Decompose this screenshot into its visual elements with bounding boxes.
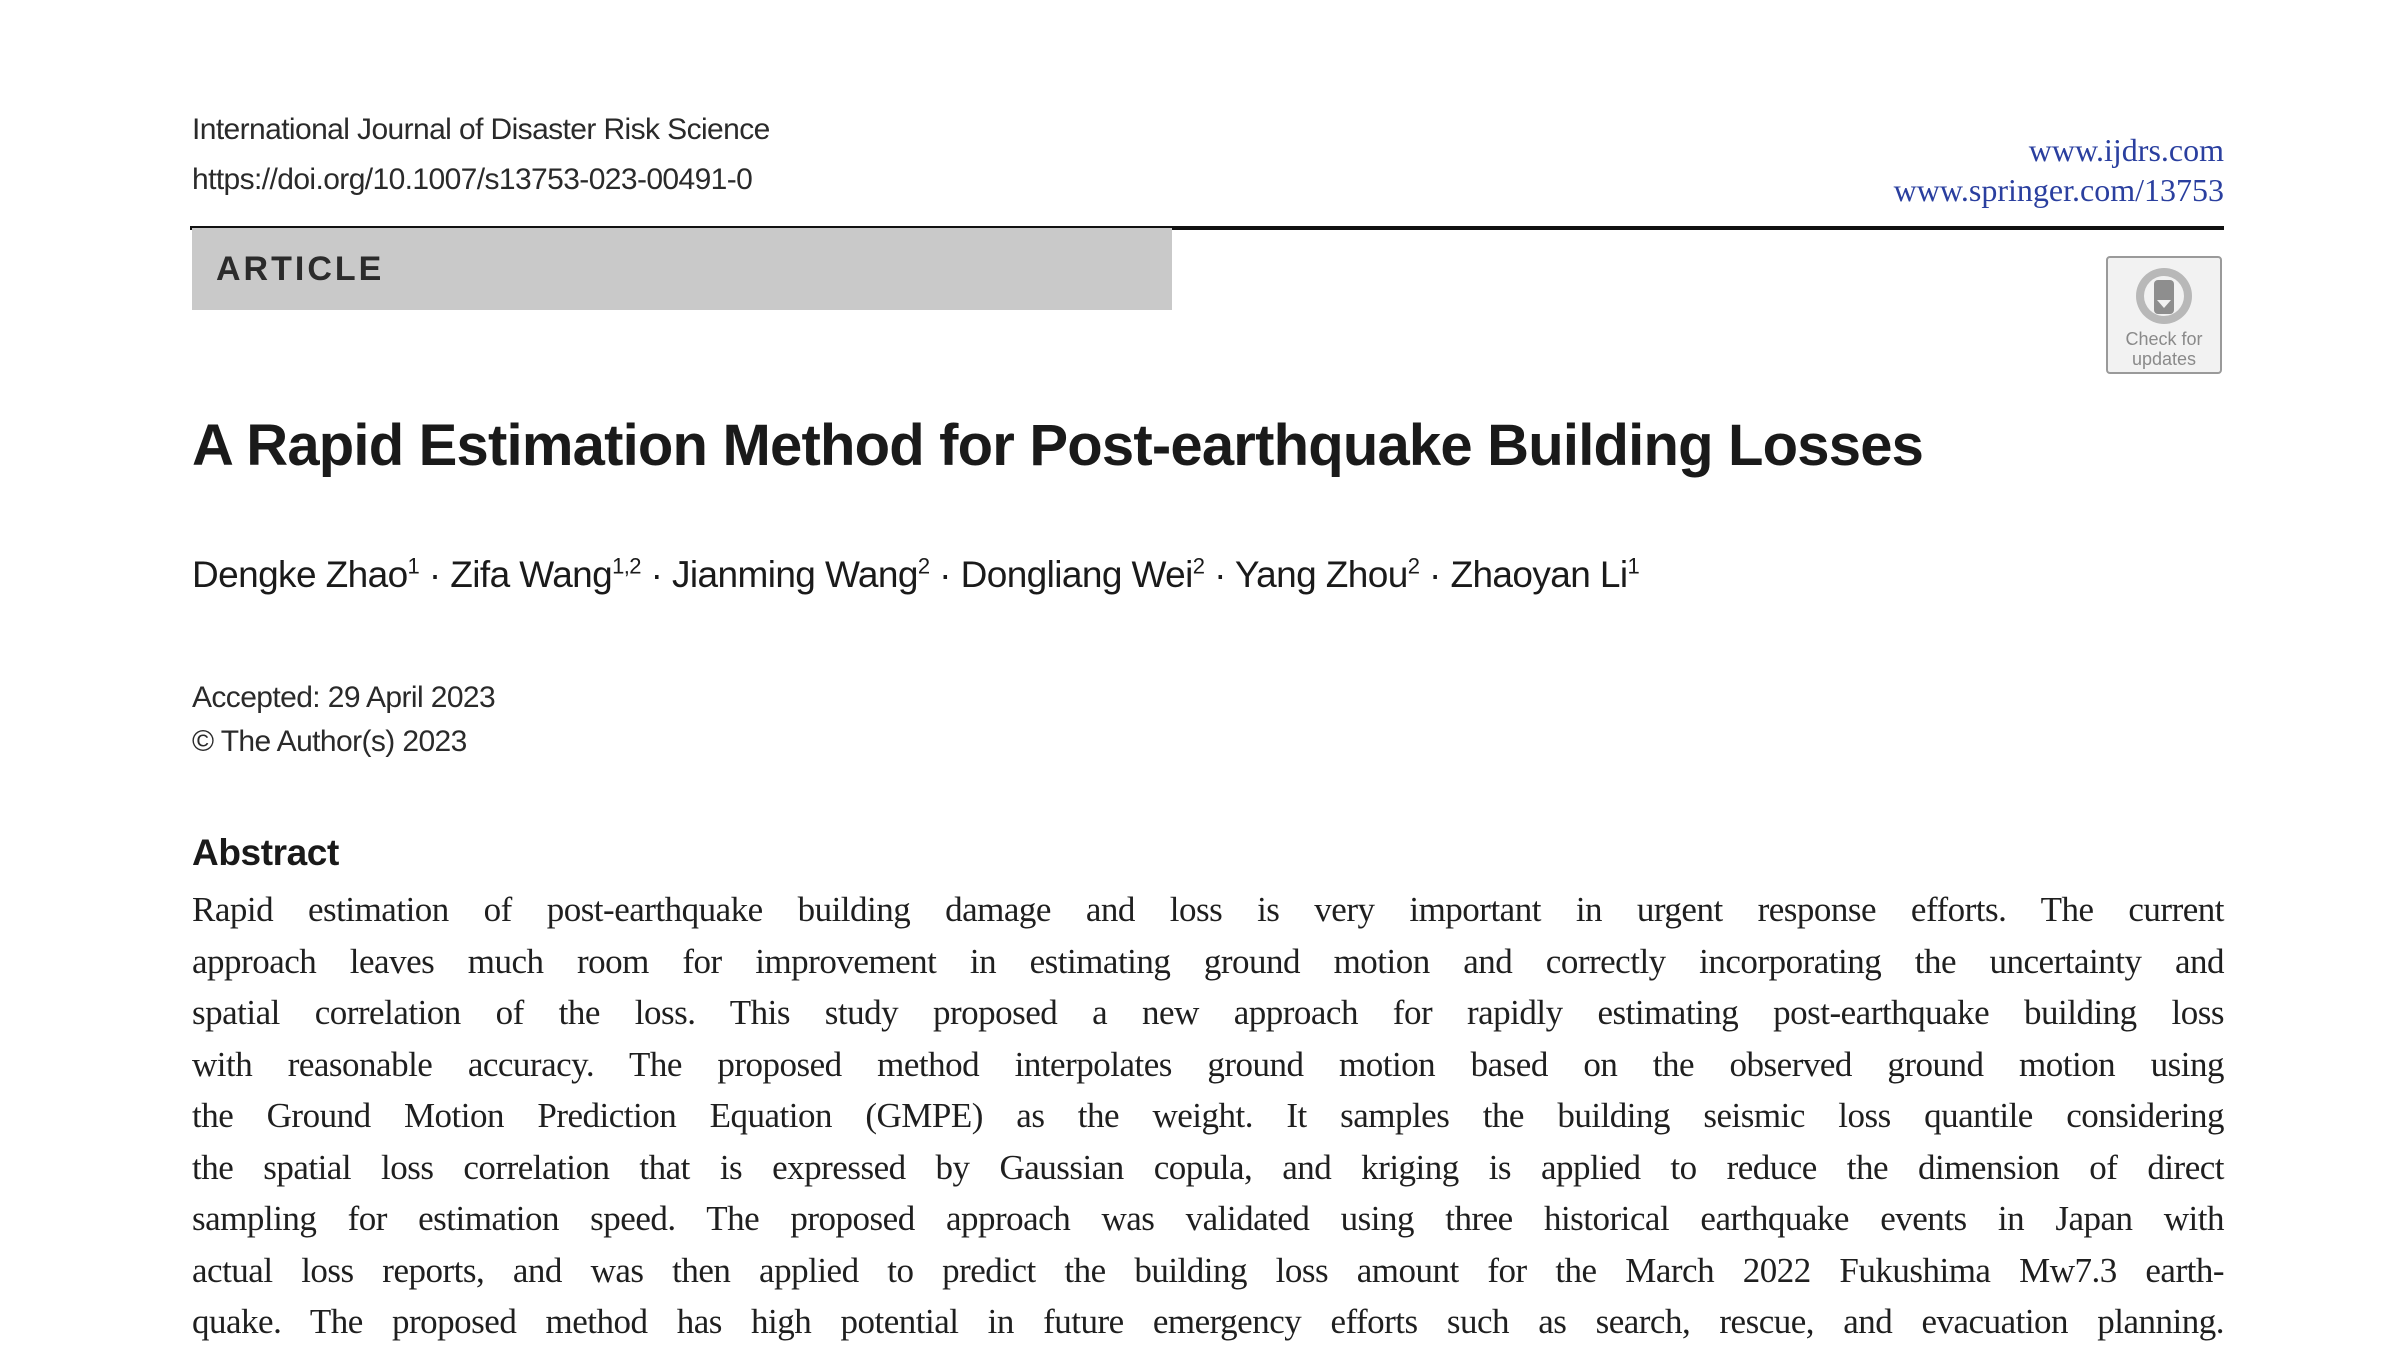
- author-affiliation: 2: [1192, 553, 1205, 579]
- author-name[interactable]: Dengke Zhao: [192, 554, 408, 595]
- author-separator: ·: [929, 554, 961, 595]
- journal-web-links: [1894, 130, 2224, 210]
- journal-name: International Journal of Disaster Risk Science: [192, 113, 770, 146]
- paper-title: A Rapid Estimation Method for Post-earthquake Building Losses: [192, 413, 1924, 478]
- copyright-notice: © The Author(s) 2023: [192, 725, 467, 758]
- author-affiliation: 2: [917, 553, 930, 579]
- crossmark-icon: [2132, 264, 2196, 328]
- abstract-line: with reasonable accuracy. The proposed method interpolates ground motion based on the observed ground motion using: [192, 1044, 2224, 1084]
- abstract-body: [192, 884, 2224, 1348]
- author-name[interactable]: Jianming Wang: [672, 554, 918, 595]
- accepted-date: Accepted: 29 April 2023: [192, 681, 496, 714]
- author-list: [192, 554, 1639, 596]
- abstract-line: spatial correlation of the loss. This study proposed a new approach for rapidly estimating post-earthquake building loss: [192, 993, 2224, 1032]
- abstract-line: the Ground Motion Prediction Equation (GMPE) as the weight. It samples the building seismic loss quantile considering: [192, 1096, 2224, 1135]
- abstract-line: the spatial loss correlation that is expressed by Gaussian copula, and kriging is applied to reduce the dimension of direct: [192, 1147, 2224, 1187]
- author-affiliation: 2: [1407, 553, 1420, 579]
- abstract-line: Rapid estimation of post-earthquake building damage and loss is very important in urgent response efforts. The current: [192, 890, 2224, 929]
- article-meta: [192, 676, 495, 764]
- author-separator: ·: [1419, 554, 1451, 595]
- abstract-line: sampling for estimation speed. The proposed approach was validated using three historical earthquake events in Japan with: [192, 1199, 2224, 1238]
- journal-website-link[interactable]: www.ijdrs.com: [2028, 132, 2224, 168]
- author-name[interactable]: Zhaoyan Li: [1450, 554, 1628, 595]
- author-affiliation: 1,2: [612, 553, 641, 579]
- check-for-updates-text-2: updates: [2131, 349, 2197, 369]
- abstract-line: approach leaves much room for improvement in estimating ground motion and correctly incorporating the uncertainty and: [192, 941, 2224, 981]
- author-separator: ·: [419, 554, 451, 595]
- author-separator: ·: [1204, 554, 1235, 595]
- springer-website-link[interactable]: www.springer.com/13753: [1893, 172, 2224, 208]
- abstract-line: quake. The proposed method has high potential in future emergency efforts such as search, rescue, and evacuation planning.: [192, 1302, 2224, 1341]
- author-affiliation: 1: [407, 553, 420, 579]
- abstract-heading: Abstract: [192, 832, 339, 873]
- check-for-updates-text: Check for: [2125, 329, 2203, 349]
- article-type-label: ARTICLE: [216, 250, 385, 288]
- abstract-line: actual loss reports, and was then applied to predict the building loss amount for the March 2022 Fukushima Mw7.3 earth-: [192, 1250, 2224, 1290]
- author-affiliation: 1: [1627, 553, 1640, 579]
- doi-link[interactable]: https://doi.org/10.1007/s13753-023-00491-0: [192, 163, 753, 196]
- author-name[interactable]: Yang Zhou: [1234, 554, 1408, 595]
- author-name[interactable]: Zifa Wang: [450, 554, 613, 595]
- author-name[interactable]: Dongliang Wei: [960, 554, 1193, 595]
- author-separator: ·: [640, 554, 673, 595]
- check-for-updates-badge[interactable]: [2106, 256, 2222, 374]
